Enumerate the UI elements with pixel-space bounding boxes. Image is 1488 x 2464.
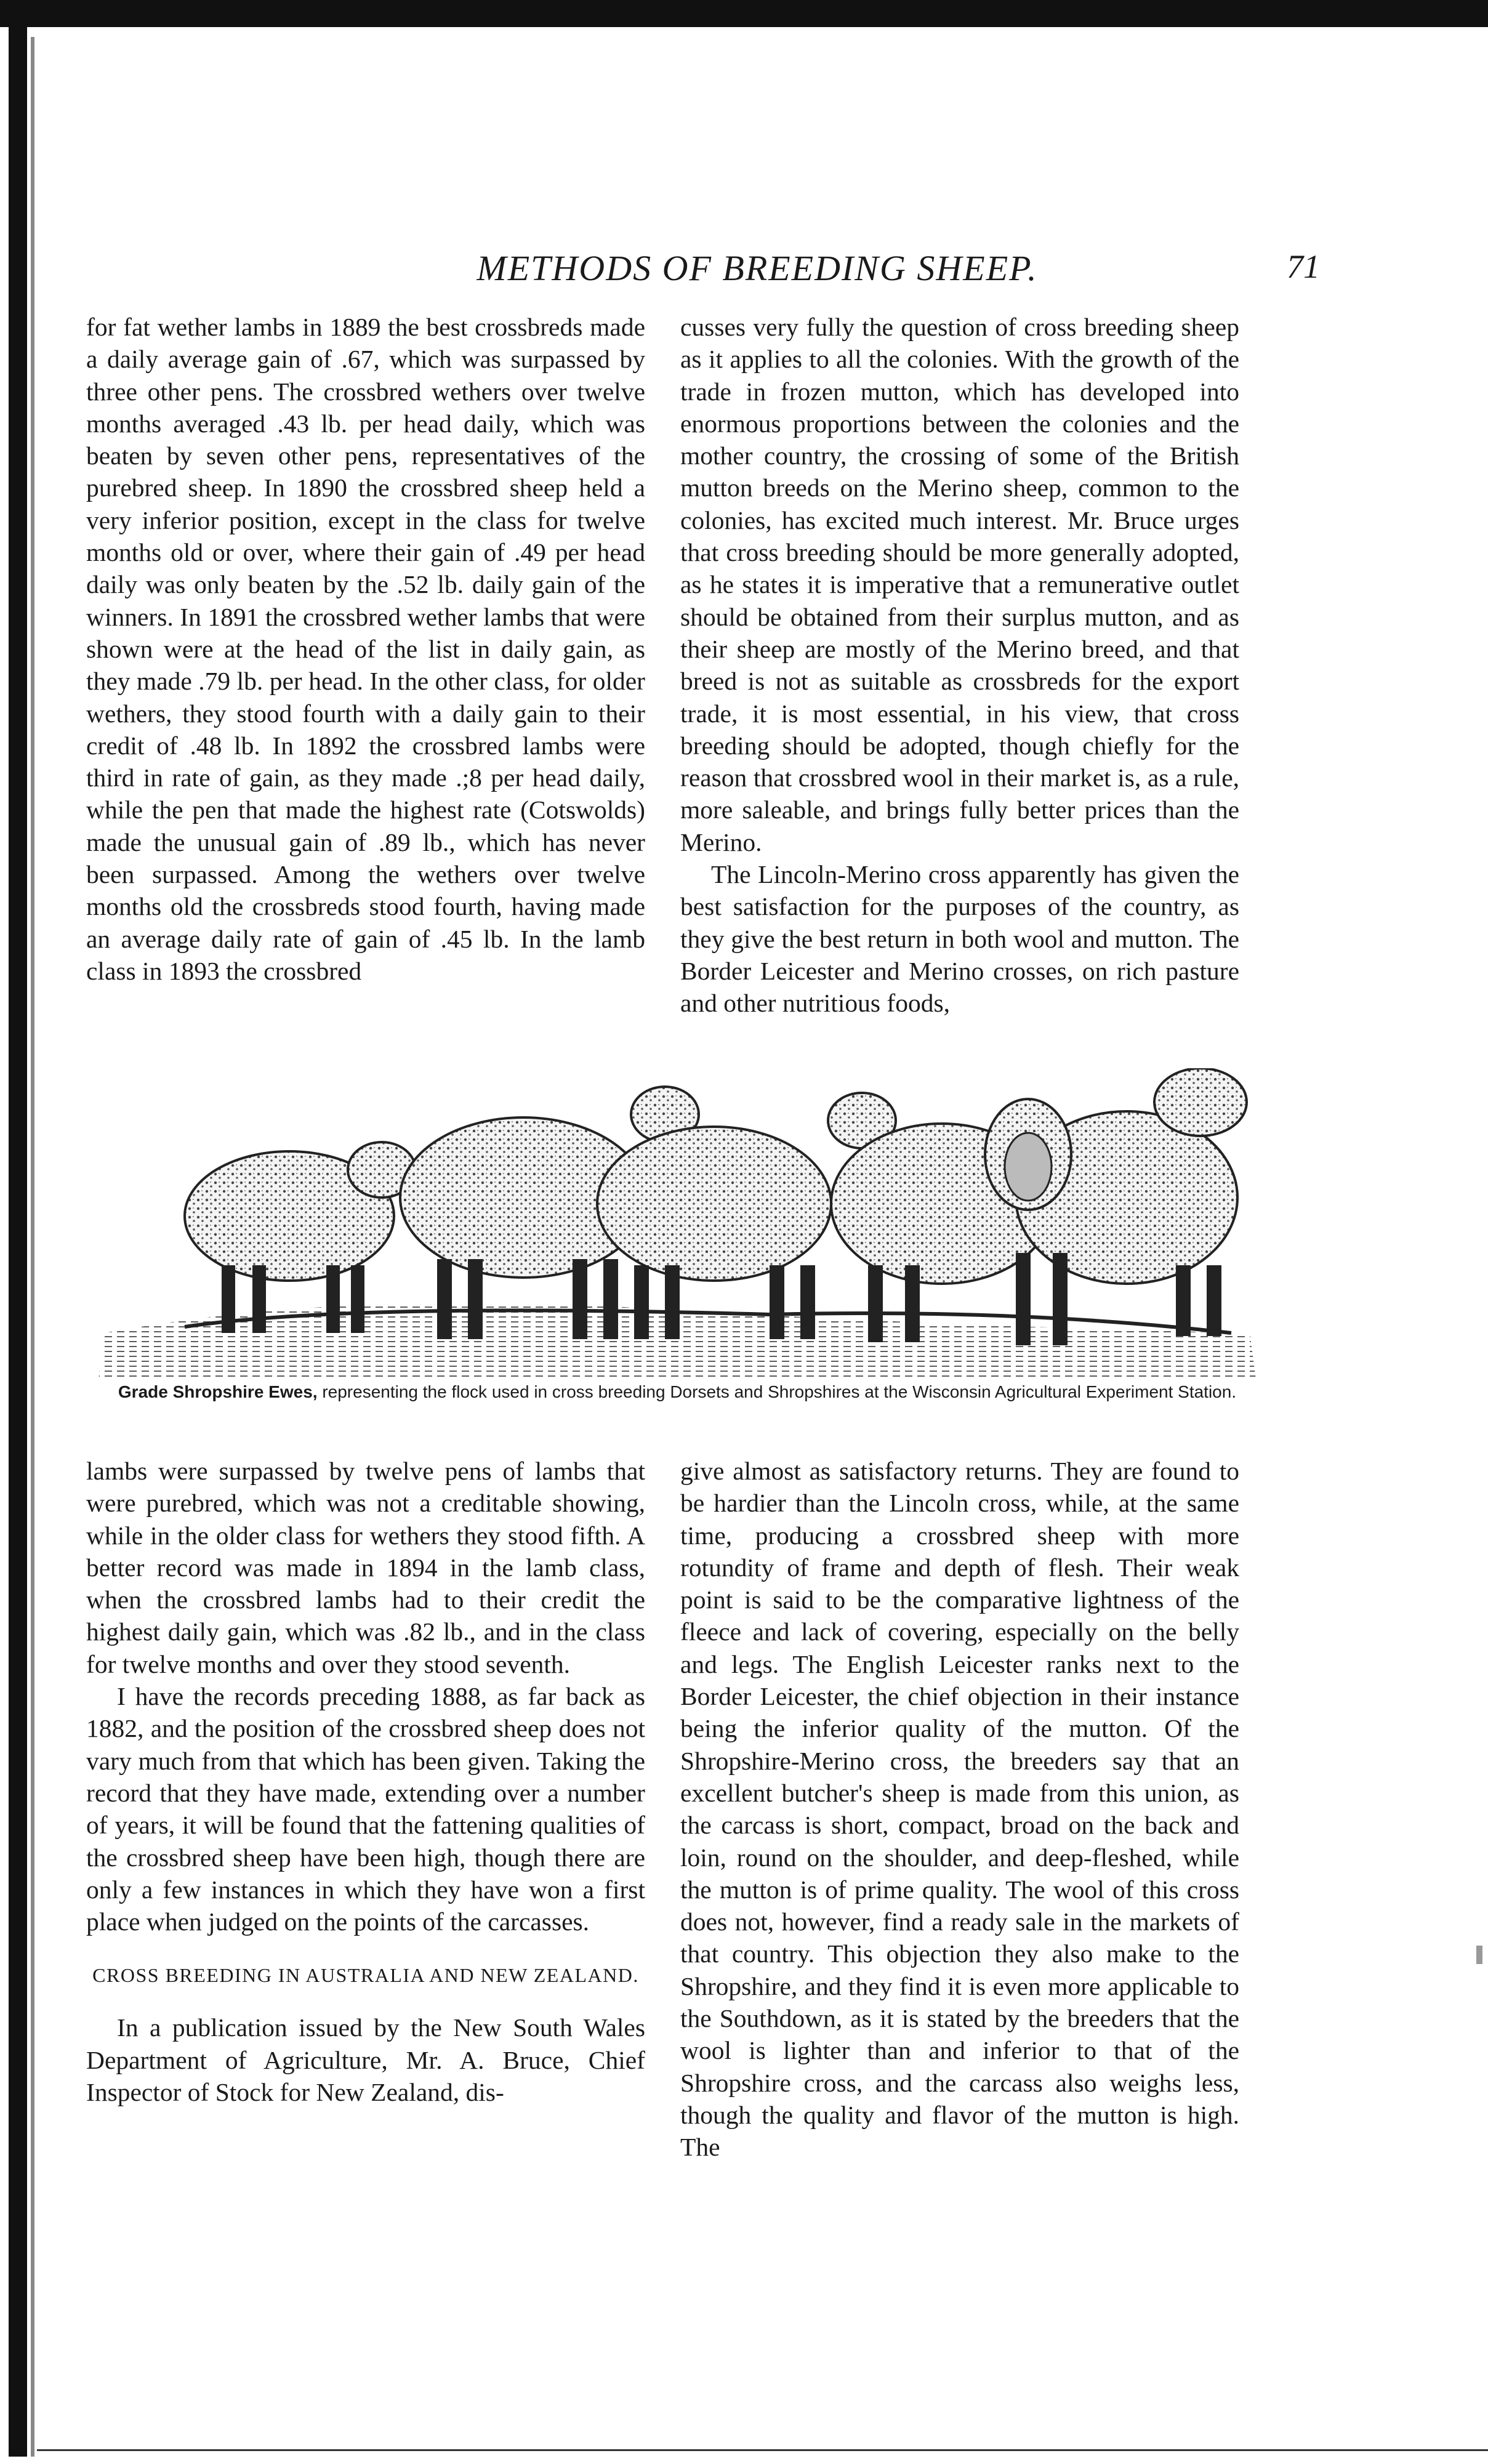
- left-column-top: [86, 311, 645, 987]
- scan-left-edge-shadow: [31, 37, 34, 2457]
- sheep-illustration: [92, 1068, 1262, 1379]
- sheep-5: [985, 1068, 1247, 1345]
- paragraph: In a publication issued by the New South Wales Department of Agriculture, Mr. A. Bruce, Chief Inspector of Stock for New Zealand, dis-: [86, 2013, 645, 2107]
- running-title: METHODS OF BREEDING SHEEP.: [477, 248, 1038, 288]
- paragraph: give almost as satisfactory returns. They are found to be hardier than the Lincoln cross, while, at the same time, producing a crossbred sheep with more rotundity of frame and depth of flesh. Their weak point is said to be the comparative lightness of the fleece and lack of covering, especially on the belly and legs. The English Leicester ranks next to the Border Leicester, the chief objection in their instance being the inferior quality of the mutton. Of the Shropshire-Merino cross, the breeders say that an excellent butcher's sheep is made from this union, as the carcass is short, compact, broad on the back and loin, round on the shoulder, and deep-fleshed, while the mutton is of prime quality. The wool of this cross does not, however, find a ready sale in the markets of that country. This objection they also make to the Shropshire, and they find it is even more applicable to the Southdown, as it is stated by the breeders that the wool is lighter than and inferior to that of the Shropshire cross, and the carcass also weighs less, though the quality and flavor of the mutton is high. The: [680, 1457, 1239, 2162]
- section-heading: CROSS BREEDING IN AUSTRALIA AND NEW ZEALAND.: [92, 1964, 639, 1987]
- page-number: 71: [1287, 248, 1320, 285]
- scan-top-border: [0, 0, 1488, 27]
- paragraph: cusses very fully the question of cross breeding sheep as it applies to all the colonies. With the growth of the trade in frozen mutton, which has developed into enormous proportions between the colonies and the mother country, the crossing of some of the British mutton breeds on the Merino sheep, common to the colonies, has excited much interest. Mr. Bruce urges that cross breeding should be more generally adopted, as he states it is imperative that a remunerative outlet should be obtained from their surplus mutton, and as their sheep are mostly of the Merino breed, and that breed is not as suitable as crossbreds for the export trade, it is most essential, in his view, that cross breeding should be adopted, though chiefly for the reason that crossbred wool in their market is, as a rule, more saleable, and brings fully better prices than the Merino.: [680, 313, 1239, 856]
- scan-speck: [1476, 1946, 1482, 1964]
- caption-title: Grade Shropshire Ewes,: [118, 1382, 318, 1401]
- figure-caption: [92, 1382, 1262, 1402]
- paragraph: I have the records preceding 1888, as far back as 1882, and the position of the crossbred sheep does not vary much from that which has been given. Taking the record that they have made, extending over a number of years, it will be found that the fattening qualities of the crossbred sheep have been high, though there are only a few instances in which they have won a first place when judged on the points of the carcasses.: [86, 1682, 645, 1936]
- right-column-top: [680, 311, 1239, 1020]
- paragraph: for fat wether lambs in 1889 the best crossbreds made a daily average gain of .67, which was surpassed by three other pens. The crossbred wethers over twelve months averaged .43 lb. per head daily, which was beaten by seven other pens, representatives of the purebred sheep. In 1890 the crossbred sheep held a very inferior position, except in the class for twelve months old or over, where their gain of .49 per head daily was only beaten by the .52 lb. daily gain of the winners. In 1891 the crossbred wether lambs that were shown were at the head of the list in daily gain, as they made .79 lb. per head. In the other class, for older wethers, they stood fourth with a daily gain to their credit of .48 lb. In 1892 the crossbred lambs were third in rate of gain, as they made .;8 per head daily, while the pen that made the highest rate (Cotswolds) made the unusual gain of .89 lb., which has never been surpassed. Among the wethers over twelve months old the crossbreds stood fourth, having made an average daily rate of gain of .45 lb. In the lamb class in 1893 the crossbred: [86, 313, 645, 985]
- sheep-engraving: [92, 1068, 1262, 1379]
- caption-text: representing the flock used in cross breeding Dorsets and Shropshires at the Wisconsin Agricultural Experiment Station.: [317, 1382, 1237, 1401]
- right-column-bottom: [680, 1455, 1239, 2164]
- left-column-bottom: [86, 1455, 645, 2108]
- page-header: [86, 248, 1465, 297]
- paragraph: lambs were surpassed by twelve pens of lambs that were purebred, which was not a creditable showing, while in the older class for wethers they stood fifth. A better record was made in 1894 in the lamb class, when the crossbred lambs had to their credit the highest daily gain, which was .82 lb., and in the class for twelve months and over they stood seventh.: [86, 1457, 645, 1678]
- scan-bottom-rule: [37, 2449, 1488, 2451]
- scan-left-border: [9, 18, 27, 2457]
- paragraph: The Lincoln-Merino cross apparently has given the best satisfaction for the purposes of the country, as they give the best return in both wool and mutton. The Border Leicester and Merino crosses, on rich pasture and other nutritious foods,: [680, 860, 1239, 1018]
